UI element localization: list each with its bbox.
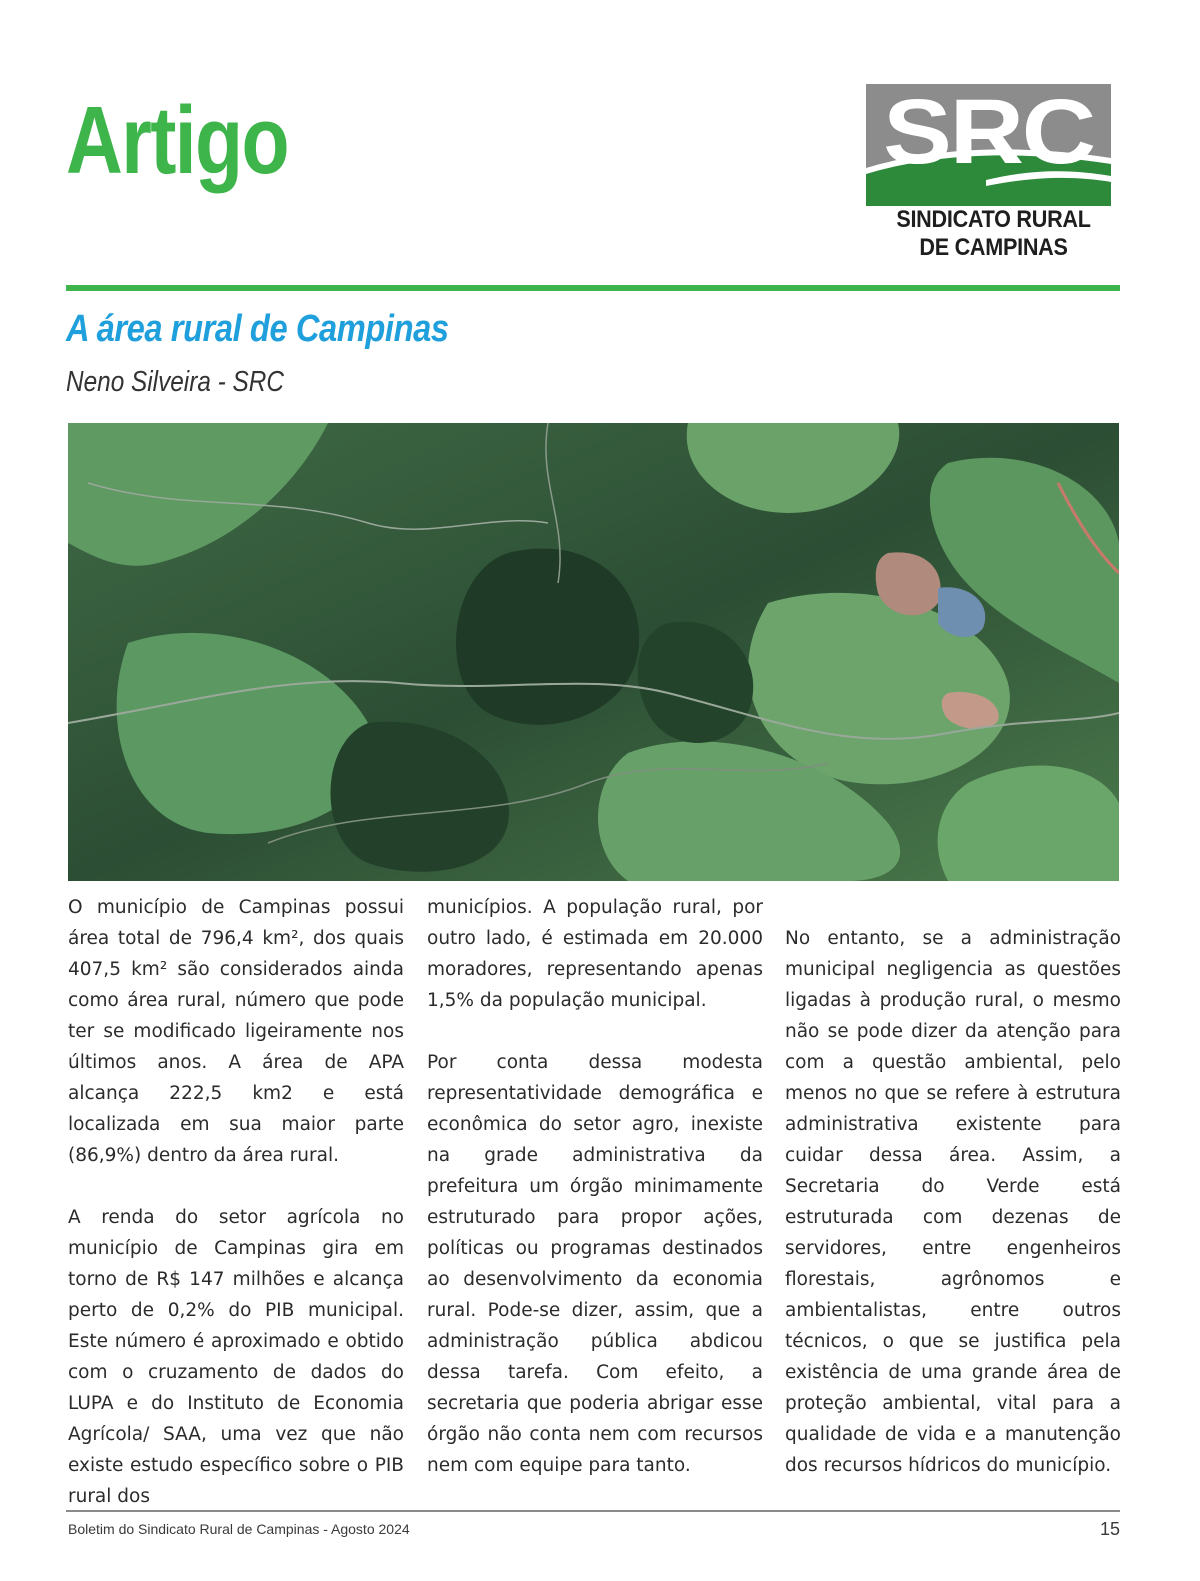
article-paragraph: municípios. A população rural, por outro lado, é estimada em 20.000 moradores, representando apenas 1,5% da população municipal. [427, 897, 763, 1011]
satellite-photo [68, 423, 1119, 881]
article-paragraph: O município de Campinas possui área total de 796,4 km², dos quais 407,5 km² são considerados ainda como área rural, número que pode ter se modificado ligeiramente nos últimos anos. A área de APA alcança 222,5 km2 e está localizada em sua maior parte (86,9%) dentro da área rural. [68, 897, 404, 1166]
section-title: Artigo [66, 87, 288, 194]
article-column-2 [427, 892, 763, 1512]
footer-publication: Boletim do Sindicato Rural de Campinas - Agosto 2024 [68, 1521, 410, 1537]
logo-caption-line2: DE CAMPINAS [919, 234, 1068, 261]
logo-caption [866, 206, 1121, 262]
article-column-3 [785, 923, 1121, 1512]
page-number: 15 [1099, 1519, 1120, 1539]
header-divider [66, 285, 1120, 291]
article-paragraph: Por conta dessa modesta representatividade demográfica e econômica do setor agro, inexiste na grade administrativa da prefeitura um órgão minimamente estruturado para propor ações, políticas ou programas destinados ao desenvolvimento da economia rural. Pode-se dizer, assim, que a administração pública abdicou dessa tarefa. Com efeito, a secretaria que poderia abrigar esse órgão não conta nem com recursos nem com equipe para tanto. [427, 1052, 763, 1476]
logo-caption-line1: SINDICATO RURAL [896, 206, 1091, 233]
article-byline: Neno Silveira - SRC [66, 366, 284, 398]
article-column-1 [68, 892, 404, 1543]
src-logo [866, 81, 1111, 264]
footer-divider [66, 1510, 1120, 1512]
article-paragraph: No entanto, se a administração municipal negligencia as questões ligadas à produção rural, o mesmo não se pode dizer da atenção para com a questão ambiental, pelo menos no que se refere à estrutura administrativa existente para cuidar dessa área. Assim, a Secretaria do Verde está estruturada com dezenas de servidores, entre engenheiros florestais, agrônomos e ambientalistas, entre outros técnicos, o que se justifica pela existência de uma grande área de proteção ambiental, vital para a qualidade de vida e a manutenção dos recursos hídricos do município. [785, 928, 1121, 1476]
article-paragraph: A renda do setor agrícola no município de Campinas gira em torno de R$ 147 milhões e alcança perto de 0,2% do PIB municipal. Este número é aproximado e obtido com o cruzamento de dados do LUPA e do Instituto de Economia Agrícola/ SAA, uma vez que não existe estudo específico sobre o PIB rural dos [68, 1207, 404, 1507]
article-title: A área rural de Campinas [66, 308, 449, 350]
logo-wordmark: SRC [883, 81, 1094, 183]
